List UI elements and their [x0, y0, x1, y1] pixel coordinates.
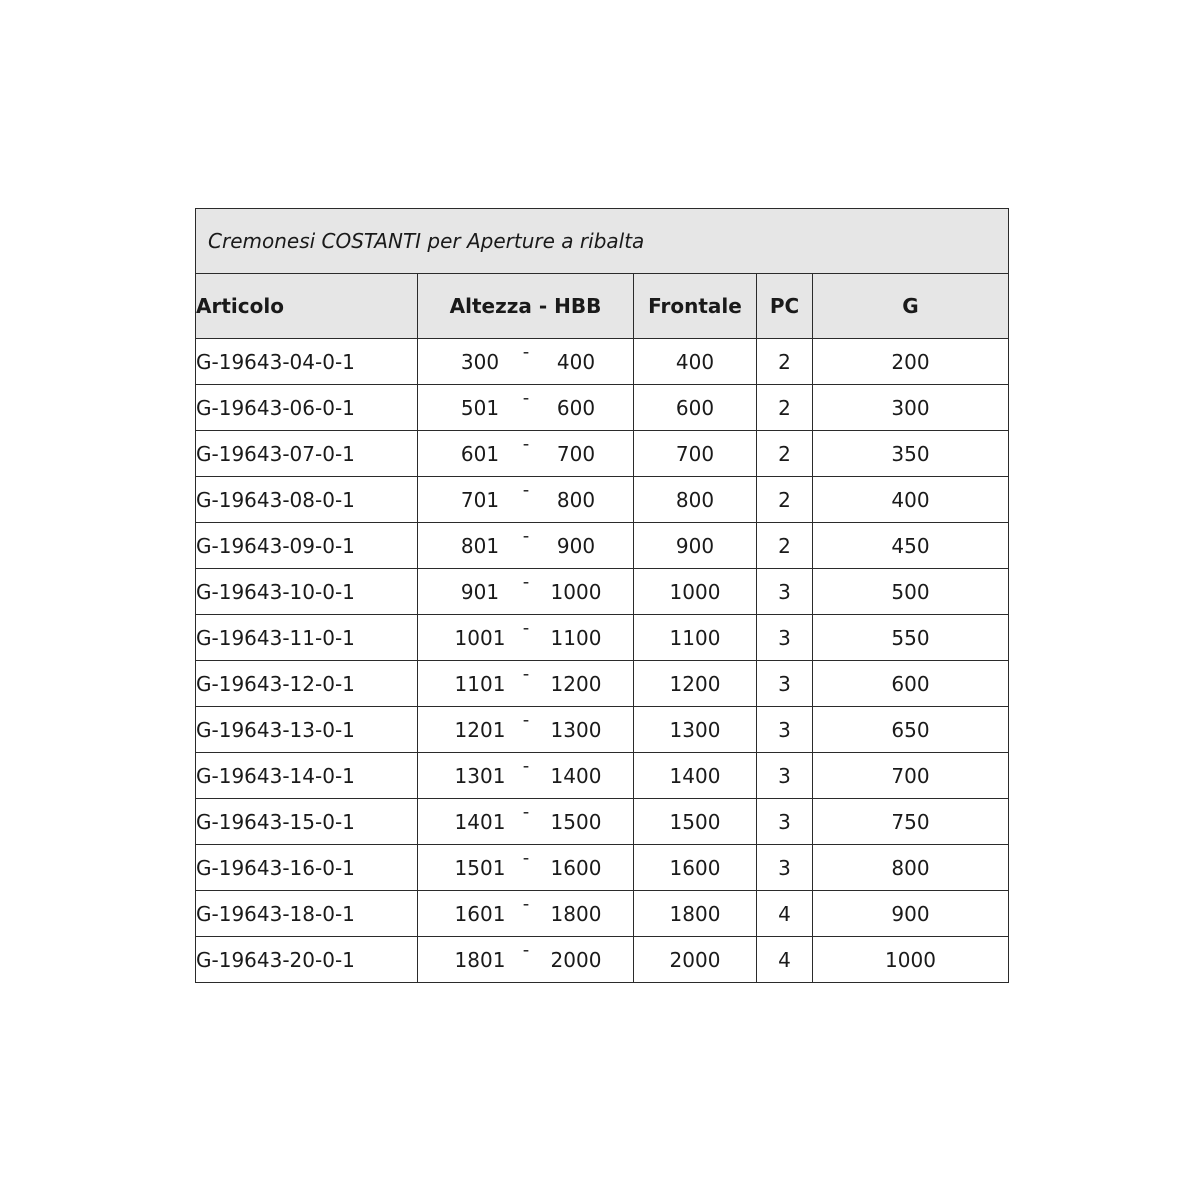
cell-pc: 3 [757, 569, 813, 615]
cell-altezza-hbb [418, 753, 634, 799]
table-row [196, 431, 1009, 477]
range-separator: - [522, 433, 530, 455]
range-to: 1500 [550, 809, 602, 834]
cell-altezza-hbb [418, 891, 634, 937]
header-articolo: Articolo [196, 274, 418, 339]
range-from: 701 [460, 487, 500, 512]
range-to: 400 [556, 349, 596, 374]
cell-frontale: 700 [634, 431, 757, 477]
cell-pc: 2 [757, 339, 813, 385]
table-row [196, 523, 1009, 569]
cell-g: 400 [813, 477, 1009, 523]
table-row [196, 385, 1009, 431]
height-range [418, 569, 633, 614]
cell-frontale: 1100 [634, 615, 757, 661]
cell-articolo: G-19643-16-0-1 [196, 845, 418, 891]
table-row [196, 799, 1009, 845]
table-row [196, 569, 1009, 615]
range-to: 800 [556, 487, 596, 512]
cell-pc: 2 [757, 431, 813, 477]
table-title: Cremonesi COSTANTI per Aperture a ribalta [196, 209, 1009, 274]
cell-pc: 2 [757, 477, 813, 523]
table-row [196, 753, 1009, 799]
cell-pc: 3 [757, 661, 813, 707]
table-row [196, 477, 1009, 523]
range-separator: - [522, 617, 530, 639]
range-to: 1800 [550, 901, 602, 926]
table-row [196, 937, 1009, 983]
range-from: 1201 [454, 717, 506, 742]
cell-g: 550 [813, 615, 1009, 661]
cell-frontale: 900 [634, 523, 757, 569]
cell-frontale: 400 [634, 339, 757, 385]
range-from: 1301 [454, 763, 506, 788]
cell-g: 750 [813, 799, 1009, 845]
table-title-row [196, 209, 1009, 274]
table-row [196, 845, 1009, 891]
range-to: 700 [556, 441, 596, 466]
cell-articolo: G-19643-20-0-1 [196, 937, 418, 983]
cell-g: 650 [813, 707, 1009, 753]
header-pc: PC [757, 274, 813, 339]
height-range [418, 431, 633, 476]
cell-frontale: 600 [634, 385, 757, 431]
height-range [418, 845, 633, 890]
range-separator: - [522, 939, 530, 961]
table-body [196, 339, 1009, 983]
cell-altezza-hbb [418, 799, 634, 845]
table-row [196, 339, 1009, 385]
cell-articolo: G-19643-10-0-1 [196, 569, 418, 615]
range-to: 1200 [550, 671, 602, 696]
cell-articolo: G-19643-09-0-1 [196, 523, 418, 569]
range-from: 501 [460, 395, 500, 420]
range-from: 1601 [454, 901, 506, 926]
table-row [196, 707, 1009, 753]
range-separator: - [522, 525, 530, 547]
range-to: 2000 [550, 947, 602, 972]
range-separator: - [522, 755, 530, 777]
range-separator: - [522, 387, 530, 409]
height-range [418, 661, 633, 706]
range-from: 300 [460, 349, 500, 374]
cell-altezza-hbb [418, 615, 634, 661]
range-from: 1501 [454, 855, 506, 880]
cell-articolo: G-19643-04-0-1 [196, 339, 418, 385]
cell-g: 350 [813, 431, 1009, 477]
cell-altezza-hbb [418, 339, 634, 385]
cell-g: 1000 [813, 937, 1009, 983]
cell-pc: 3 [757, 799, 813, 845]
cell-altezza-hbb [418, 477, 634, 523]
cell-frontale: 1000 [634, 569, 757, 615]
cell-g: 500 [813, 569, 1009, 615]
cell-frontale: 1200 [634, 661, 757, 707]
range-separator: - [522, 341, 530, 363]
cell-articolo: G-19643-18-0-1 [196, 891, 418, 937]
table-row [196, 615, 1009, 661]
table-row [196, 891, 1009, 937]
cell-frontale: 2000 [634, 937, 757, 983]
range-separator: - [522, 479, 530, 501]
cell-frontale: 1400 [634, 753, 757, 799]
cell-altezza-hbb [418, 385, 634, 431]
height-range [418, 937, 633, 982]
range-from: 801 [460, 533, 500, 558]
range-to: 1100 [550, 625, 602, 650]
cell-pc: 2 [757, 385, 813, 431]
cell-frontale: 1800 [634, 891, 757, 937]
cell-pc: 3 [757, 845, 813, 891]
cell-pc: 3 [757, 615, 813, 661]
range-to: 1400 [550, 763, 602, 788]
range-to: 1600 [550, 855, 602, 880]
cell-pc: 2 [757, 523, 813, 569]
height-range [418, 339, 633, 384]
cell-articolo: G-19643-08-0-1 [196, 477, 418, 523]
cell-frontale: 1300 [634, 707, 757, 753]
cell-articolo: G-19643-07-0-1 [196, 431, 418, 477]
cell-pc: 4 [757, 891, 813, 937]
table-row [196, 661, 1009, 707]
height-range [418, 523, 633, 568]
cell-articolo: G-19643-12-0-1 [196, 661, 418, 707]
cell-altezza-hbb [418, 523, 634, 569]
range-from: 1401 [454, 809, 506, 834]
range-from: 1001 [454, 625, 506, 650]
table-header-row [196, 274, 1009, 339]
range-to: 600 [556, 395, 596, 420]
cell-altezza-hbb [418, 569, 634, 615]
cell-g: 600 [813, 661, 1009, 707]
range-to: 1000 [550, 579, 602, 604]
range-separator: - [522, 847, 530, 869]
spec-table [195, 208, 1009, 983]
range-from: 1801 [454, 947, 506, 972]
height-range [418, 385, 633, 430]
cell-articolo: G-19643-06-0-1 [196, 385, 418, 431]
range-separator: - [522, 801, 530, 823]
cell-pc: 3 [757, 707, 813, 753]
height-range [418, 799, 633, 844]
cell-altezza-hbb [418, 661, 634, 707]
range-to: 900 [556, 533, 596, 558]
cell-g: 450 [813, 523, 1009, 569]
cell-altezza-hbb [418, 937, 634, 983]
header-altezza-hbb: Altezza - HBB [418, 274, 634, 339]
cell-g: 700 [813, 753, 1009, 799]
range-separator: - [522, 709, 530, 731]
range-from: 901 [460, 579, 500, 604]
range-separator: - [522, 663, 530, 685]
range-to: 1300 [550, 717, 602, 742]
cell-pc: 3 [757, 753, 813, 799]
cell-g: 800 [813, 845, 1009, 891]
cell-frontale: 800 [634, 477, 757, 523]
cell-articolo: G-19643-11-0-1 [196, 615, 418, 661]
cell-frontale: 1500 [634, 799, 757, 845]
cell-g: 200 [813, 339, 1009, 385]
height-range [418, 477, 633, 522]
height-range [418, 753, 633, 798]
range-separator: - [522, 893, 530, 915]
range-separator: - [522, 571, 530, 593]
cell-pc: 4 [757, 937, 813, 983]
cell-frontale: 1600 [634, 845, 757, 891]
cell-g: 300 [813, 385, 1009, 431]
range-from: 1101 [454, 671, 506, 696]
height-range [418, 707, 633, 752]
cell-g: 900 [813, 891, 1009, 937]
cell-articolo: G-19643-15-0-1 [196, 799, 418, 845]
header-g: G [813, 274, 1009, 339]
height-range [418, 615, 633, 660]
cell-articolo: G-19643-13-0-1 [196, 707, 418, 753]
height-range [418, 891, 633, 936]
header-frontale: Frontale [634, 274, 757, 339]
cell-altezza-hbb [418, 845, 634, 891]
cell-altezza-hbb [418, 707, 634, 753]
cell-altezza-hbb [418, 431, 634, 477]
cell-articolo: G-19643-14-0-1 [196, 753, 418, 799]
range-from: 601 [460, 441, 500, 466]
